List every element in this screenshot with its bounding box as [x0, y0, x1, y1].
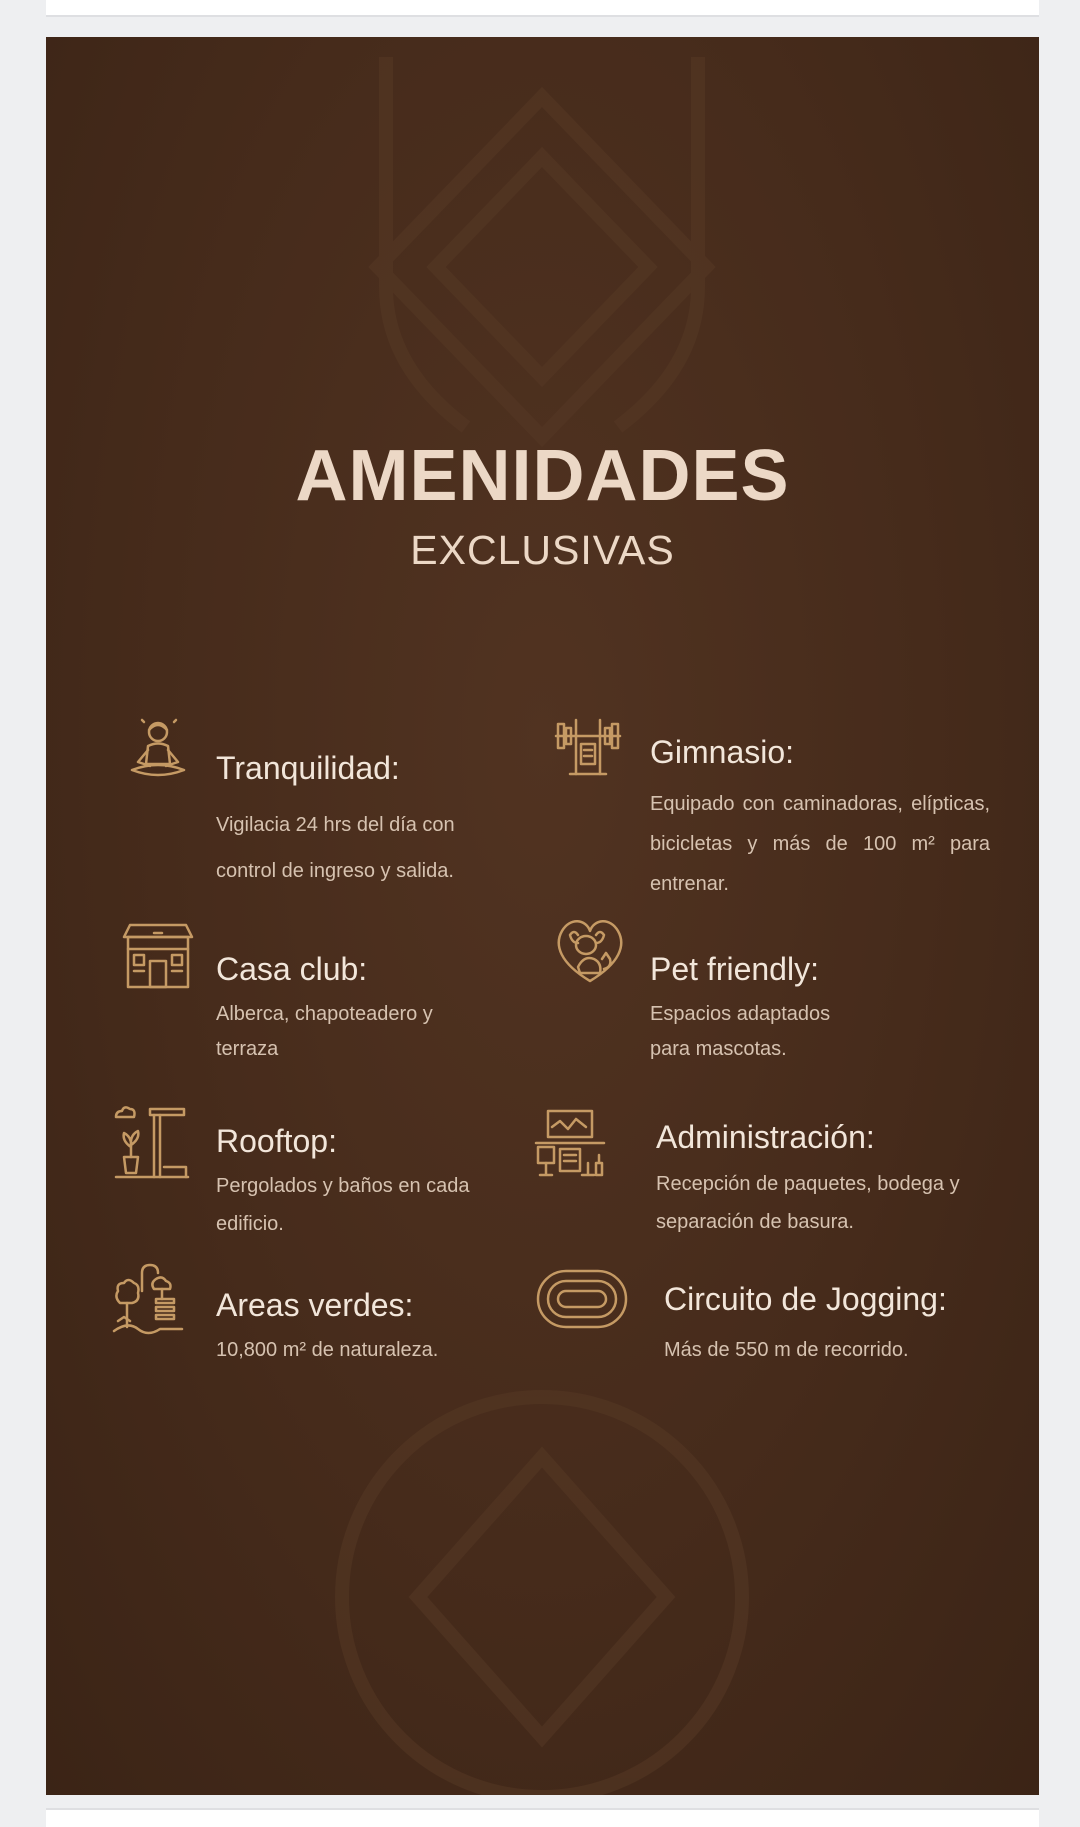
amenity-administracion [530, 1093, 1030, 1243]
pets-heart-icon [550, 909, 630, 989]
amenity-gimnasio [538, 702, 1018, 902]
meditating-person-icon [118, 710, 198, 790]
amenity-description: Más de 550 m de recorrido. [664, 1339, 909, 1361]
amenity-tranquilidad [118, 710, 538, 910]
amenity-description: Pergolados y baños en cada edificio. [216, 1175, 470, 1235]
previous-image-strip [46, 0, 1039, 17]
trees-park-icon [108, 1259, 188, 1339]
amenity-title: Pet friendly: [650, 951, 819, 987]
pergola-plant-icon [112, 1101, 192, 1181]
amenity-title: Circuito de Jogging: [664, 1281, 947, 1317]
amenity-title: Casa club: [216, 951, 368, 987]
page-title: AMENIDADES [295, 436, 790, 516]
amenities-card [46, 37, 1039, 1795]
amenity-title: Rooftop: [216, 1123, 337, 1159]
amenity-description: Vigilacia 24 hrs del día con control de ingreso y salida. [216, 814, 455, 882]
running-track-icon [534, 1259, 630, 1339]
barbell-rack-icon [548, 702, 628, 782]
amenity-title: Administración: [656, 1119, 875, 1155]
clubhouse-icon [118, 915, 198, 995]
amenity-description: Equipado con caminadoras, elípticas, bicicletas y más de 100 m² para entrenar. [650, 793, 990, 895]
amenity-pet-friendly [538, 915, 1018, 1065]
amenity-title: Tranquilidad: [216, 750, 400, 786]
amenity-title: Areas verdes: [216, 1287, 414, 1323]
next-image-strip [46, 1808, 1039, 1827]
office-desk-icon [530, 1103, 616, 1183]
amenity-title: Gimnasio: [650, 734, 795, 770]
amenity-rooftop [112, 1093, 532, 1243]
page-subtitle: EXCLUSIVAS [410, 527, 675, 573]
amenity-description: Espacios adaptados para mascotas. [650, 1003, 831, 1060]
amenity-areas-verdes [108, 1259, 528, 1379]
amenity-description: Recepción de paquetes, bodega y separación de basura. [656, 1173, 960, 1233]
amenity-description: 10,800 m² de naturaleza. [216, 1339, 439, 1361]
amenity-casa-club [118, 915, 538, 1065]
amenity-description: Alberca, chapoteadero y terraza [216, 1003, 433, 1060]
amenity-circuito-jogging [534, 1253, 1034, 1373]
